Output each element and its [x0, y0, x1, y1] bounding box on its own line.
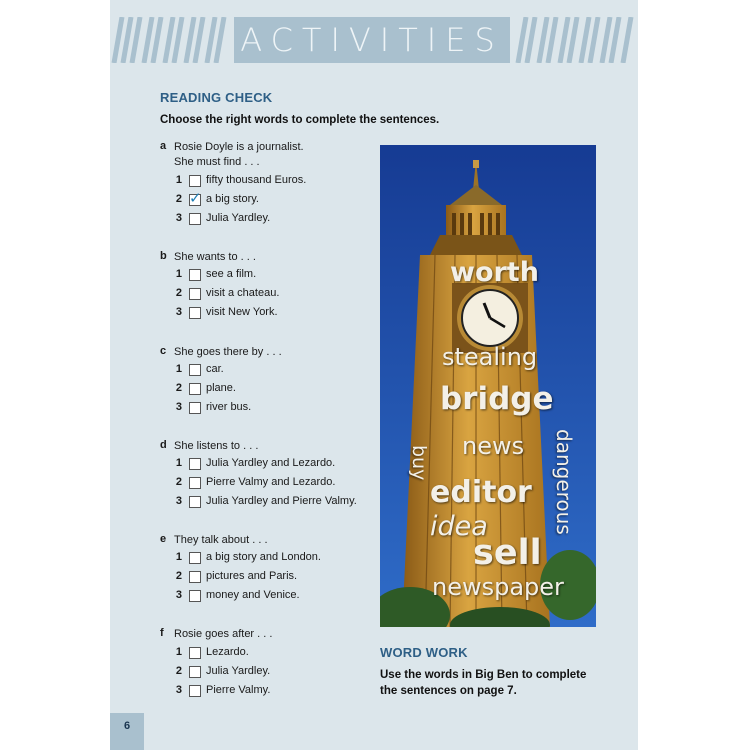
page-number: 6	[110, 713, 144, 750]
option-text: Lezardo.	[206, 646, 249, 658]
option-number: 1	[175, 457, 182, 469]
word-work-heading: WORD WORK	[380, 645, 468, 660]
word-work-instruction-line2: the sentences on page 7.	[380, 685, 517, 697]
option-number: 2	[175, 382, 182, 394]
question-stem: Rosie Doyle is a journalist. She must find . . .	[174, 141, 304, 168]
banner-hatch-right	[510, 17, 638, 63]
option-checkbox[interactable]	[189, 364, 201, 376]
option-number: 3	[175, 495, 182, 507]
option-text: Julia Yardley and Pierre Valmy.	[206, 495, 357, 507]
option-checkbox[interactable]	[189, 213, 201, 225]
option-text: visit a chateau.	[206, 287, 280, 299]
option-checkbox[interactable]	[189, 458, 201, 470]
option-text: Julia Yardley.	[206, 665, 271, 677]
option-text: pictures and Paris.	[206, 570, 298, 582]
word-news: news	[462, 432, 525, 460]
word-bridge: bridge	[440, 381, 554, 417]
option-number: 2	[175, 193, 182, 205]
option-checkbox-checked[interactable]	[189, 190, 202, 207]
banner-title: ACTIVITIES	[234, 17, 510, 63]
question-stem: She goes there by . . .	[174, 346, 282, 358]
option-checkbox[interactable]	[189, 590, 201, 602]
option-checkbox[interactable]	[189, 666, 201, 678]
option-number: 1	[175, 551, 182, 563]
question-letter: c	[160, 345, 167, 357]
option-checkbox[interactable]	[189, 496, 201, 508]
word-buy: buy	[408, 445, 430, 481]
option-checkbox[interactable]	[189, 647, 201, 659]
option-number: 2	[175, 476, 182, 488]
option-text: visit New York.	[206, 306, 278, 318]
option-number: 3	[175, 684, 182, 696]
question-stem: Rosie goes after . . .	[174, 628, 273, 640]
option-checkbox[interactable]	[189, 383, 201, 395]
word-stealing: stealing	[442, 343, 538, 371]
option-checkbox[interactable]	[189, 175, 201, 187]
word-newspaper: newspaper	[432, 573, 564, 601]
word-editor: editor	[430, 475, 532, 510]
option-text: Pierre Valmy and Lezardo.	[206, 476, 336, 488]
option-number: 1	[175, 646, 182, 658]
word-work-instruction-line1: Use the words in Big Ben to complete	[380, 669, 587, 681]
option-number: 1	[175, 363, 182, 375]
option-number: 2	[175, 665, 182, 677]
option-number: 1	[175, 268, 182, 280]
option-number: 3	[175, 212, 182, 224]
option-text: car.	[206, 363, 224, 375]
option-number: 3	[175, 589, 182, 601]
option-text: a big story and London.	[206, 551, 321, 563]
option-number: 2	[175, 570, 182, 582]
option-text: plane.	[206, 382, 236, 394]
word-dangerous: dangerous	[552, 429, 576, 535]
option-checkbox[interactable]	[189, 307, 201, 319]
word-idea: idea	[430, 511, 488, 542]
question-stem: She wants to . . .	[174, 251, 256, 263]
question-letter: d	[160, 439, 167, 451]
question-letter: e	[160, 533, 167, 545]
option-checkbox[interactable]	[189, 477, 201, 489]
option-text: river bus.	[206, 401, 252, 413]
option-checkbox[interactable]	[189, 269, 201, 281]
option-text: Julia Yardley.	[206, 212, 271, 224]
option-number: 3	[175, 401, 182, 413]
option-checkbox[interactable]	[189, 552, 201, 564]
option-text: fifty thousand Euros.	[206, 174, 307, 186]
question-letter: b	[160, 250, 167, 262]
option-number: 3	[175, 306, 182, 318]
word-worth: worth	[450, 257, 539, 288]
option-text: Julia Yardley and Lezardo.	[206, 457, 336, 469]
question-letter: a	[160, 140, 167, 152]
option-checkbox[interactable]	[189, 288, 201, 300]
reading-check-heading: READING CHECK	[160, 90, 273, 105]
option-text: a big story.	[206, 193, 259, 205]
checkmark-icon: ✓	[189, 190, 202, 207]
page	[110, 0, 638, 750]
word-sell: sell	[473, 533, 542, 573]
option-checkbox[interactable]	[189, 685, 201, 697]
question-stem: She listens to . . .	[174, 440, 259, 452]
option-text: see a film.	[206, 268, 257, 280]
option-checkbox[interactable]	[189, 571, 201, 583]
option-checkbox[interactable]	[189, 402, 201, 414]
option-text: Pierre Valmy.	[206, 684, 271, 696]
question-stem: They talk about . . .	[174, 534, 268, 546]
big-ben-photo	[380, 145, 596, 627]
option-number: 1	[175, 174, 182, 186]
option-text: money and Venice.	[206, 589, 300, 601]
option-number: 2	[175, 287, 182, 299]
reading-check-instruction: Choose the right words to complete the sentences.	[160, 114, 440, 126]
question-letter: f	[160, 627, 164, 639]
banner-hatch-left	[110, 17, 234, 63]
